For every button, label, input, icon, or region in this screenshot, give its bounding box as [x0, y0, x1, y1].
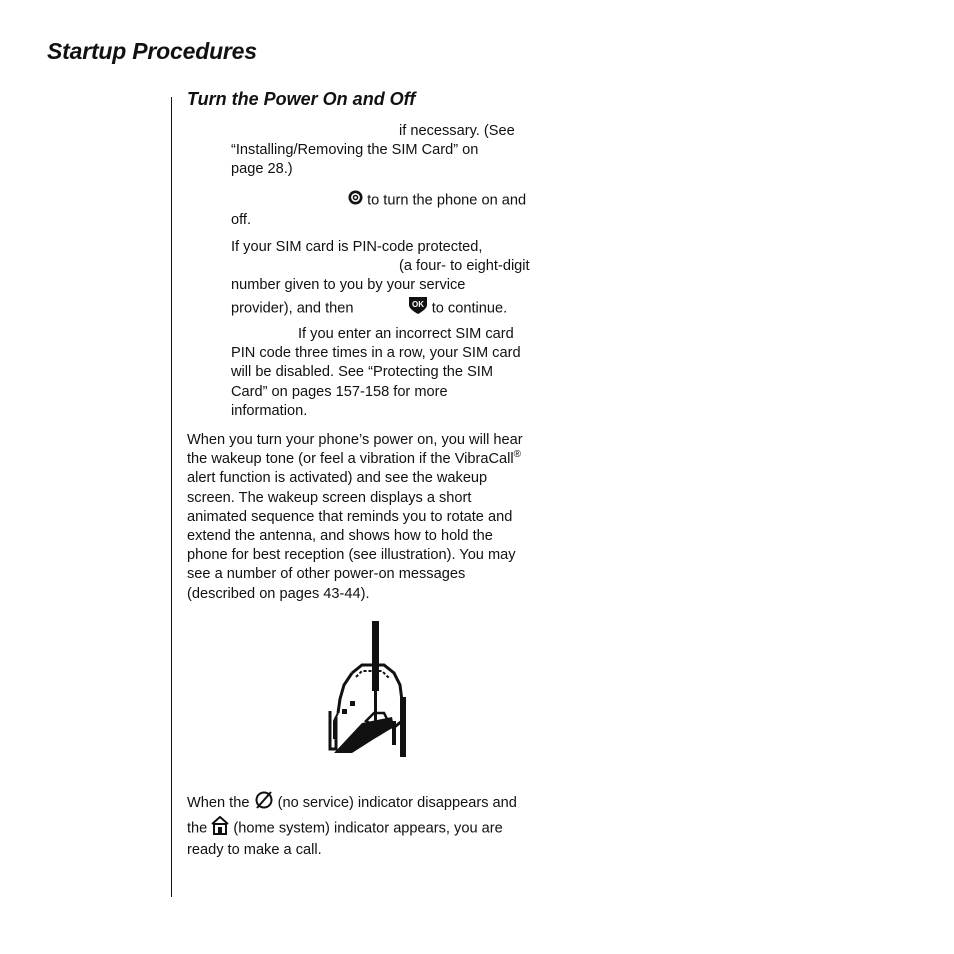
para1-line3: alert function is activated) and see the wakeup: [187, 470, 488, 487]
ok-key-icon: [408, 296, 428, 321]
phone-antenna-illustration: [322, 621, 412, 766]
caution-line1: If you enter an incorrect SIM card: [298, 326, 514, 342]
step-enter-pin: [231, 238, 547, 321]
margin-rule: [171, 97, 172, 897]
para1-line9: (described on pages 43-44).: [187, 585, 370, 602]
step3-line4-after: to continue.: [431, 300, 508, 317]
para2-line1-before: When the: [187, 794, 250, 811]
power-key-icon: [348, 190, 363, 211]
caution-line3: will be disabled. See “Protecting the SIM: [231, 364, 494, 381]
para1-line5: animated sequence that reminds you to rotate and: [187, 508, 513, 525]
para2-line1-after: (no service) indicator disappears and: [277, 794, 517, 811]
step-insert-sim: [231, 122, 547, 180]
registered-mark: ®: [513, 449, 522, 461]
para1-line1: When you turn your phone’s power on, you will hear: [187, 432, 523, 448]
step1-line1: if necessary. (See: [399, 123, 515, 139]
para2-line2-after: (home system) indicator appears, you are: [233, 820, 503, 837]
caution-note: [231, 325, 547, 421]
caution-line5: information.: [231, 402, 308, 419]
para2-line2-before: the: [187, 820, 208, 837]
caution-line2: PIN code three times in a row, your SIM card: [231, 345, 521, 362]
no-service-icon: [254, 790, 274, 816]
step3-line2: (a four- to eight-digit: [399, 258, 530, 275]
step1-line2: “Installing/Removing the SIM Card” on: [231, 142, 479, 159]
para1-line6: extend the antenna, and shows how to hold the: [187, 528, 493, 545]
step-power-key: [231, 190, 547, 230]
step3-line1: If your SIM card is PIN-code protected,: [231, 239, 483, 255]
section-title: Turn the Power On and Off: [187, 89, 416, 109]
step2-line2: off.: [231, 212, 252, 229]
page-title: Startup Procedures: [47, 38, 257, 64]
ok-key-label: OK: [411, 299, 424, 309]
step3-line4-before: provider), and then: [231, 300, 354, 317]
para1-line4: screen. The wakeup screen displays a short: [187, 489, 472, 506]
step2-text: to turn the phone on and: [367, 192, 527, 209]
para1-line7: phone for best reception (see illustration). You may: [187, 547, 516, 564]
caution-line4: Card” on pages 157-158 for more: [231, 383, 448, 400]
ready-paragraph: [187, 790, 552, 861]
para1-line2: the wakeup tone (or feel a vibration if the VibraCall: [187, 451, 514, 468]
wakeup-paragraph: [187, 431, 552, 604]
para1-line8: see a number of other power-on messages: [187, 566, 466, 583]
home-system-icon: [211, 816, 229, 841]
para2-line3: ready to make a call.: [187, 842, 322, 859]
step3-line3: number given to you by your service: [231, 277, 466, 294]
step1-line3: page 28.): [231, 161, 293, 178]
